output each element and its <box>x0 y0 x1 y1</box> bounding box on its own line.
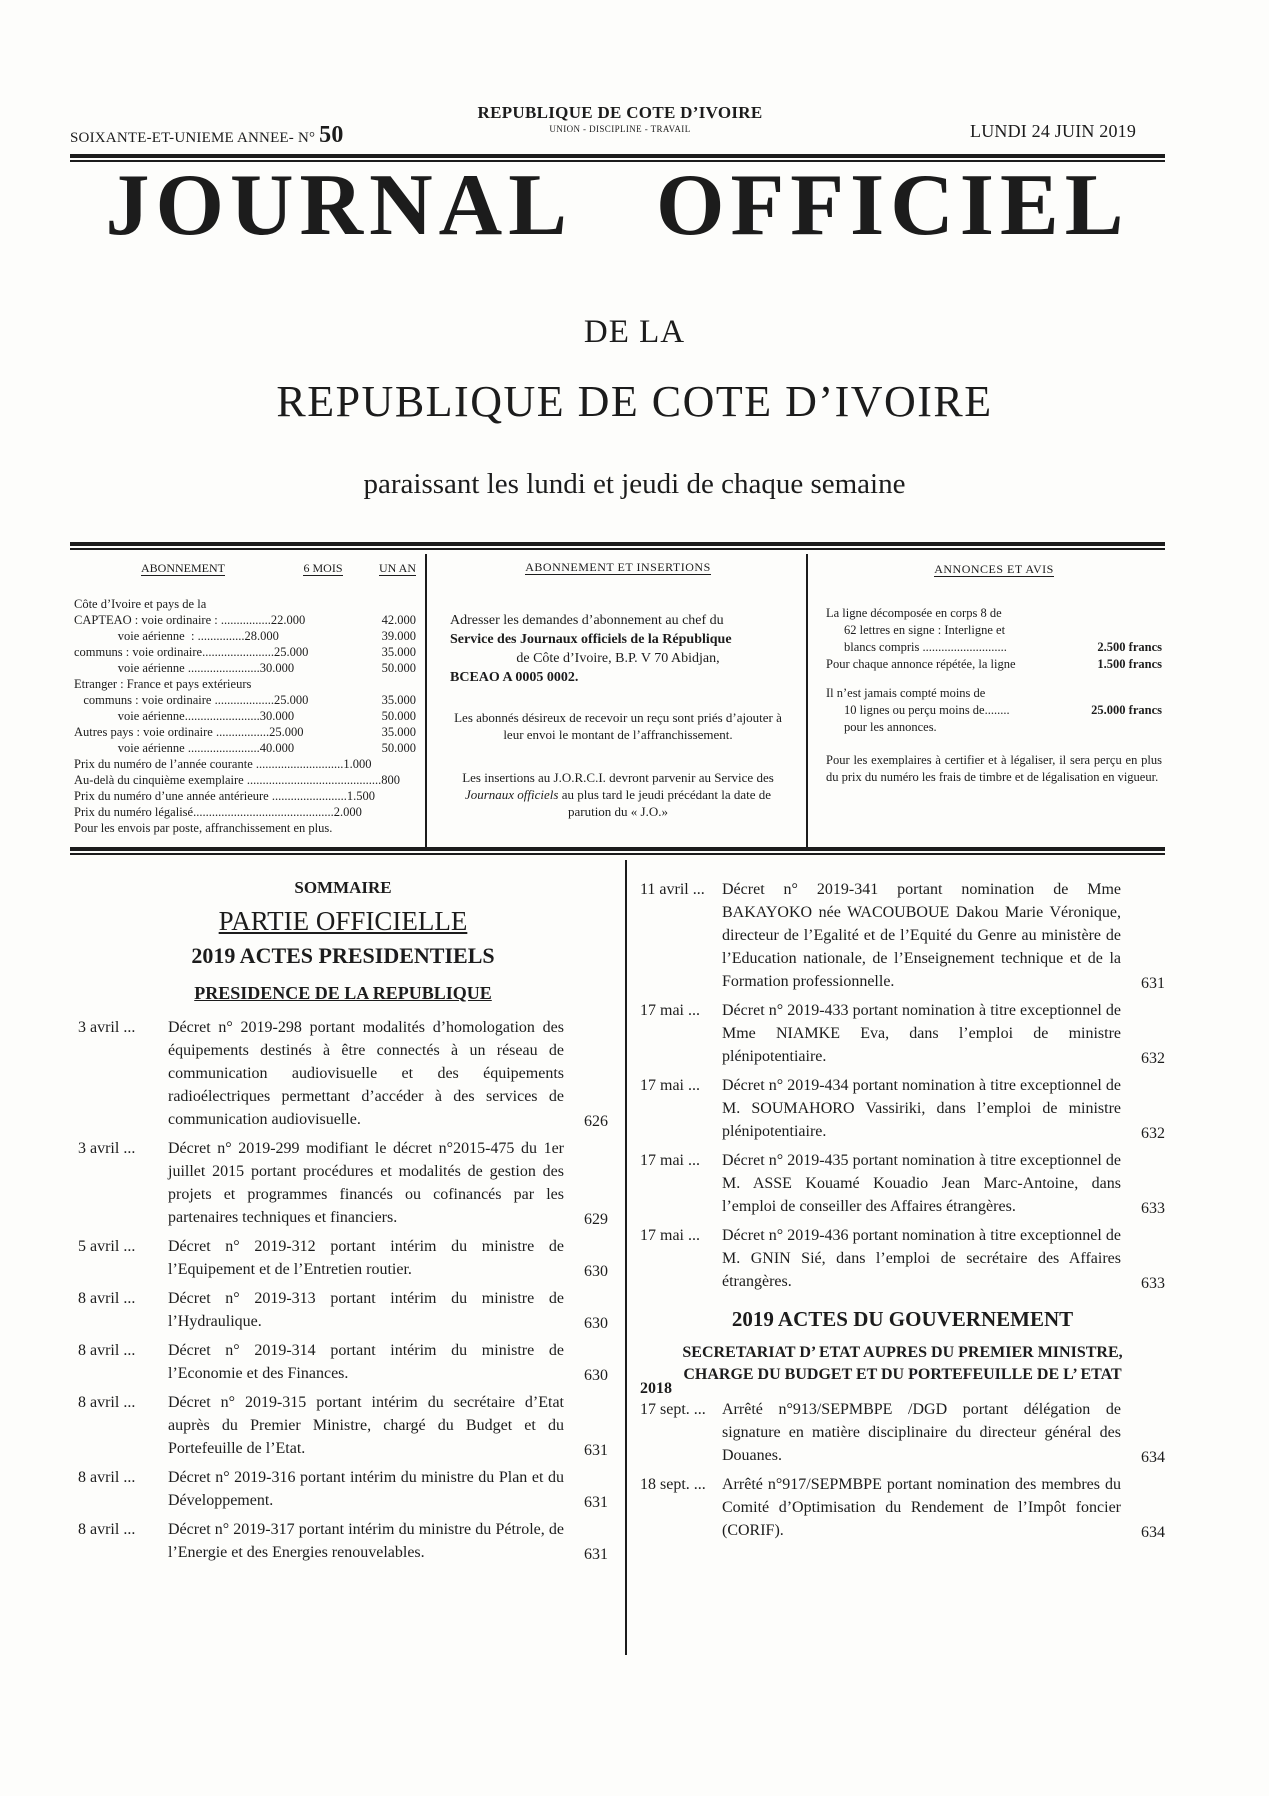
subscription-intro: Côte d’Ivoire et pays de la <box>74 597 207 611</box>
country-name: REPUBLIQUE DE COTE D’IVOIRE <box>276 377 993 426</box>
issue-date: LUNDI 24 JUIN 2019 <box>970 121 1137 141</box>
secretariat-heading: SECRETARIAT D’ ETAT AUPRES DU PREMIER MINISTRE, CHARGE DU BUDGET ET DU PORTEFEUILLE DE L’ ETAT <box>682 1344 1123 1383</box>
sommaire-entry <box>640 1473 1165 1542</box>
entry-date: 18 sept. ... <box>640 1476 706 1493</box>
row-value: 35.000 <box>381 645 416 659</box>
row-label: communs : voie ordinaire ...................25.000 <box>74 693 309 707</box>
sommaire-entry <box>78 1016 608 1131</box>
entry-text: Arrêté n°913/SEPMBPE /DGD portant délégation de signature en matière disciplinaire du directeur général des Douanes. <box>722 1401 1121 1464</box>
box-bottom-rule <box>70 847 1165 851</box>
row-label: Autres pays : voie ordinaire .................25.000 <box>74 725 304 739</box>
republic-name: REPUBLIQUE DE COTE D’IVOIRE <box>477 103 763 122</box>
title-word-journal: JOURNAL <box>105 157 569 254</box>
entry-date: 11 avril ... <box>640 881 705 898</box>
partie-officielle: PARTIE OFFICIELLE <box>218 906 468 936</box>
entry-date: 8 avril ... <box>78 1290 136 1307</box>
entry-page: 630 <box>584 1315 608 1332</box>
issue-year-label <box>70 122 344 149</box>
row-value: 50.000 <box>381 709 416 723</box>
sommaire-entry <box>640 1224 1165 1293</box>
sommaire-heading: SOMMAIRE <box>294 878 392 897</box>
entry-page: 626 <box>584 1113 608 1130</box>
sommaire-entry <box>78 1287 608 1333</box>
address-line-1: Adresser les demandes d’abonnement au chef du <box>450 613 724 628</box>
row-value: 50.000 <box>381 661 416 675</box>
row-label: voie aérienne : ...............28.000 <box>74 629 279 643</box>
subscription-row <box>74 612 416 628</box>
right-entries <box>640 878 1165 1293</box>
entry-page: 631 <box>584 1494 608 1511</box>
box-bottom-rule-thin <box>70 853 1165 855</box>
entry-date: 3 avril ... <box>78 1140 136 1157</box>
issue-number: 50 <box>319 122 344 148</box>
row-value <box>400 772 416 788</box>
entry-text: Décret n° 2019-314 portant intérim du ministre de l’Economie et des Finances. <box>168 1342 564 1382</box>
sommaire-entry <box>640 1398 1165 1467</box>
row-value: 35.000 <box>381 693 416 707</box>
rate-line-1: La ligne décomposée en corps 8 de <box>826 606 1002 620</box>
rate-line-7: pour les annonces. <box>844 720 937 734</box>
subscription-row <box>74 660 416 676</box>
sommaire-entry <box>78 1339 608 1385</box>
year-2018: 2018 <box>640 1380 672 1397</box>
entry-text: Décret n° 2019-316 portant intérim du ministre du Plan et du Développement. <box>168 1469 564 1509</box>
sommaire-entry <box>78 1466 608 1512</box>
entry-date: 17 mai ... <box>640 1077 700 1094</box>
subscription-box <box>74 554 416 846</box>
entry-text: Décret n° 2019-312 portant intérim du ministre de l’Equipement et de l’Entretien routier. <box>168 1238 564 1278</box>
entry-text: Décret n° 2019-298 portant modalités d’homologation des équipements destinés à être connectés à un réseau de communication audiovisuelle et des équipements radioélectriques permettant d’accéder à des services de communication audiovisuelle. <box>168 1019 564 1128</box>
subscription-heading: ABONNEMENT <box>141 561 225 575</box>
subscription-row <box>74 756 416 772</box>
sommaire-separator <box>625 860 627 1655</box>
row-value <box>362 804 416 820</box>
row-value: 42.000 <box>381 613 416 627</box>
row-label: voie aérienne........................30.000 <box>74 709 295 723</box>
row-label: voie aérienne .......................30.000 <box>74 661 295 675</box>
republic-motto: UNION - DISCIPLINE - TRAVAIL <box>549 124 691 134</box>
subscription-row <box>74 820 416 836</box>
frequency-line: paraissant les lundi et jeudi de chaque semaine <box>363 468 906 500</box>
sommaire-entry <box>78 1235 608 1281</box>
row-label: Prix du numéro d’une année antérieure ........................1.500 <box>74 789 375 803</box>
actes-presidentiels-heading: 2019 ACTES PRESIDENTIELS <box>191 943 495 968</box>
entry-text: Décret n° 2019-313 portant intérim du ministre de l’Hydraulique. <box>168 1290 564 1330</box>
row-value <box>354 676 416 692</box>
entry-page: 630 <box>584 1367 608 1384</box>
sommaire-entry <box>640 878 1165 993</box>
rate-line-3: blancs compris ........................... 2.500 francs <box>844 640 1162 654</box>
republic-header <box>440 103 800 134</box>
annonces-rates <box>826 605 1162 786</box>
subscription-row <box>74 804 416 820</box>
entry-page: 632 <box>1141 1050 1165 1067</box>
entry-date: 17 sept. ... <box>640 1401 706 1418</box>
entry-text: Décret n° 2019-315 portant intérim du secrétaire d’Etat auprès du Premier Ministre, chargé du Budget et du Portefeuille de l’Etat. <box>168 1394 564 1457</box>
entry-date: 8 avril ... <box>78 1394 136 1411</box>
sommaire-entry <box>78 1137 608 1229</box>
row-value: 50.000 <box>381 741 416 755</box>
row-label: Etranger : France et pays extérieurs <box>74 677 252 691</box>
row-value <box>372 756 416 772</box>
box-separator-2 <box>806 554 808 847</box>
rate-line-2: 62 lettres en signe : Interligne et <box>844 623 1006 637</box>
rate-line-4: Pour chaque annonce répétée, la ligne 1.500 francs <box>826 657 1162 671</box>
sommaire-entry <box>640 999 1165 1068</box>
entry-text: Décret n° 2019-341 portant nomination de Mme BAKAYOKO née WACOUBOUE Dakou Marie Véronique, directeur de l’Egalité et de l’Equité du Genre au ministère de l’Education nationale, de l’Enseignement technique et de la Formation professionnelle. <box>722 881 1121 990</box>
sommaire-entry <box>78 1518 608 1564</box>
entry-text: Décret n° 2019-435 portant nomination à titre exceptionnel de M. ASSE Kouamé Kouadio Jean Marc-Antoine, dans l’emploi de conseiller des Affaires étrangères. <box>722 1152 1121 1215</box>
presidence-heading: PRESIDENCE DE LA REPUBLIQUE <box>194 983 492 1003</box>
entry-page: 630 <box>584 1263 608 1280</box>
subscription-row <box>74 740 416 756</box>
entry-text: Décret n° 2019-434 portant nomination à titre exceptionnel de M. SOUMAHORO Vassiriki, dans l’emploi de ministre plénipotentiaire. <box>722 1077 1121 1140</box>
gov-entries <box>640 1398 1165 1542</box>
receipt-note: Les abonnés désireux de recevoir un reçu sont priés d’ajouter à leur envoi le montant de l’affranchissement. <box>454 710 782 742</box>
box-separator-1 <box>425 554 427 847</box>
certification-note: Pour les exemplaires à certifier et à légaliser, il sera perçu en plus du prix du numéro les frais de timbre et de légalisation en vigueur. <box>826 753 1162 784</box>
entry-page: 633 <box>1141 1275 1165 1292</box>
entry-page: 631 <box>1141 975 1165 992</box>
entry-page: 633 <box>1141 1200 1165 1217</box>
actes-gouvernement-heading: 2019 ACTES DU GOUVERNEMENT <box>731 1307 1074 1331</box>
entry-page: 629 <box>584 1211 608 1228</box>
row-value <box>354 820 416 836</box>
entry-date: 8 avril ... <box>78 1521 136 1538</box>
insertions-box <box>450 554 786 846</box>
subscription-row <box>74 644 416 660</box>
sommaire-right <box>640 878 1165 1548</box>
insertions-heading: ABONNEMENT ET INSERTIONS <box>525 560 711 574</box>
subscription-row <box>74 628 416 644</box>
entry-text: Décret n° 2019-433 portant nomination à titre exceptionnel de Mme NIAMKE Eva, dans l’emploi de ministre plénipotentiaire. <box>722 1002 1121 1065</box>
row-label: voie aérienne .......................40.000 <box>74 741 295 755</box>
subscription-row <box>74 724 416 740</box>
entry-page: 631 <box>584 1546 608 1563</box>
insertion-deadline: Les insertions au J.O.R.C.I. devront parvenir au Service des Journaux officiels au plus tard le jeudi précédant la date de parution du « J.O.» <box>462 770 774 819</box>
address-line-2: Service des Journaux officiels de la République <box>450 632 732 647</box>
entry-date: 17 mai ... <box>640 1152 700 1169</box>
row-label: Prix du numéro légalisé.............................................2.000 <box>74 805 362 819</box>
row-value: 39.000 <box>381 629 416 643</box>
box-top-rule-thin <box>70 548 1165 550</box>
rate-line-5: Il n’est jamais compté moins de <box>826 686 986 700</box>
sommaire-entry <box>640 1074 1165 1143</box>
entry-date: 17 mai ... <box>640 1002 700 1019</box>
annonces-box <box>826 554 1162 846</box>
entry-text: Décret n° 2019-436 portant nomination à titre exceptionnel de M. GNIN Sié, dans l’emploi de secrétaire des Affaires étrangères. <box>722 1227 1121 1290</box>
journal-title <box>70 157 1165 254</box>
col-6mois: 6 MOIS <box>303 561 343 575</box>
entry-page: 631 <box>584 1442 608 1459</box>
box-top-rule <box>70 542 1165 546</box>
row-value <box>375 788 416 804</box>
entry-text: Décret n° 2019-299 modifiant le décret n°2015-475 du 1er juillet 2015 portant procédures et modalités de gestion des projets et programmes financés ou cofinancés par les partenaires techniques et financiers. <box>168 1140 564 1226</box>
sommaire-entry <box>640 1149 1165 1218</box>
rate-line-6: 10 lignes ou perçu moins de........ 25.000 francs <box>844 703 1162 717</box>
row-value: 35.000 <box>381 725 416 739</box>
entry-page: 632 <box>1141 1125 1165 1142</box>
row-label: Pour les envois par poste, affranchissement en plus. <box>74 821 333 835</box>
row-label: Prix du numéro de l’année courante ............................1.000 <box>74 757 372 771</box>
de-la: DE LA <box>583 314 686 350</box>
entry-page: 634 <box>1141 1449 1165 1466</box>
subscription-header <box>74 560 416 576</box>
sommaire-left <box>78 878 608 1570</box>
row-label: Au-delà du cinquième exemplaire ...........................................800 <box>74 773 400 787</box>
subscription-rows <box>74 612 416 836</box>
row-label: CAPTEAO : voie ordinaire : ................22.000 <box>74 613 306 627</box>
title-word-officiel: OFFICIEL <box>656 157 1130 254</box>
entry-page: 634 <box>1141 1524 1165 1541</box>
insertions-address <box>450 611 786 687</box>
entry-date: 17 mai ... <box>640 1227 700 1244</box>
annonces-heading: ANNONCES ET AVIS <box>934 562 1054 576</box>
sommaire-entry <box>78 1391 608 1460</box>
subscription-row <box>74 772 416 788</box>
entry-text: Décret n° 2019-317 portant intérim du ministre du Pétrole, de l’Energie et des Energies renouvelables. <box>168 1521 564 1561</box>
entry-text: Arrêté n°917/SEPMBPE portant nomination des membres du Comité d’Optimisation du Rendement de l’Impôt foncier (CORIF). <box>722 1476 1121 1539</box>
address-line-3: de Côte d’Ivoire, B.P. V 70 Abidjan, <box>516 651 720 666</box>
entry-date: 5 avril ... <box>78 1238 136 1255</box>
address-line-4: BCEAO A 0005 0002. <box>450 670 579 685</box>
subscription-row <box>74 676 416 692</box>
year-label: SOIXANTE-ET-UNIEME ANNEE- N° <box>70 130 316 146</box>
entry-date: 8 avril ... <box>78 1342 136 1359</box>
subscription-row <box>74 788 416 804</box>
row-label: communs : voie ordinaire.......................25.000 <box>74 645 309 659</box>
subscription-row <box>74 708 416 724</box>
entry-date: 8 avril ... <box>78 1469 136 1486</box>
subscription-row <box>74 692 416 708</box>
col-unan: UN AN <box>378 561 416 575</box>
entry-date: 3 avril ... <box>78 1019 136 1036</box>
left-entries <box>78 1016 608 1564</box>
